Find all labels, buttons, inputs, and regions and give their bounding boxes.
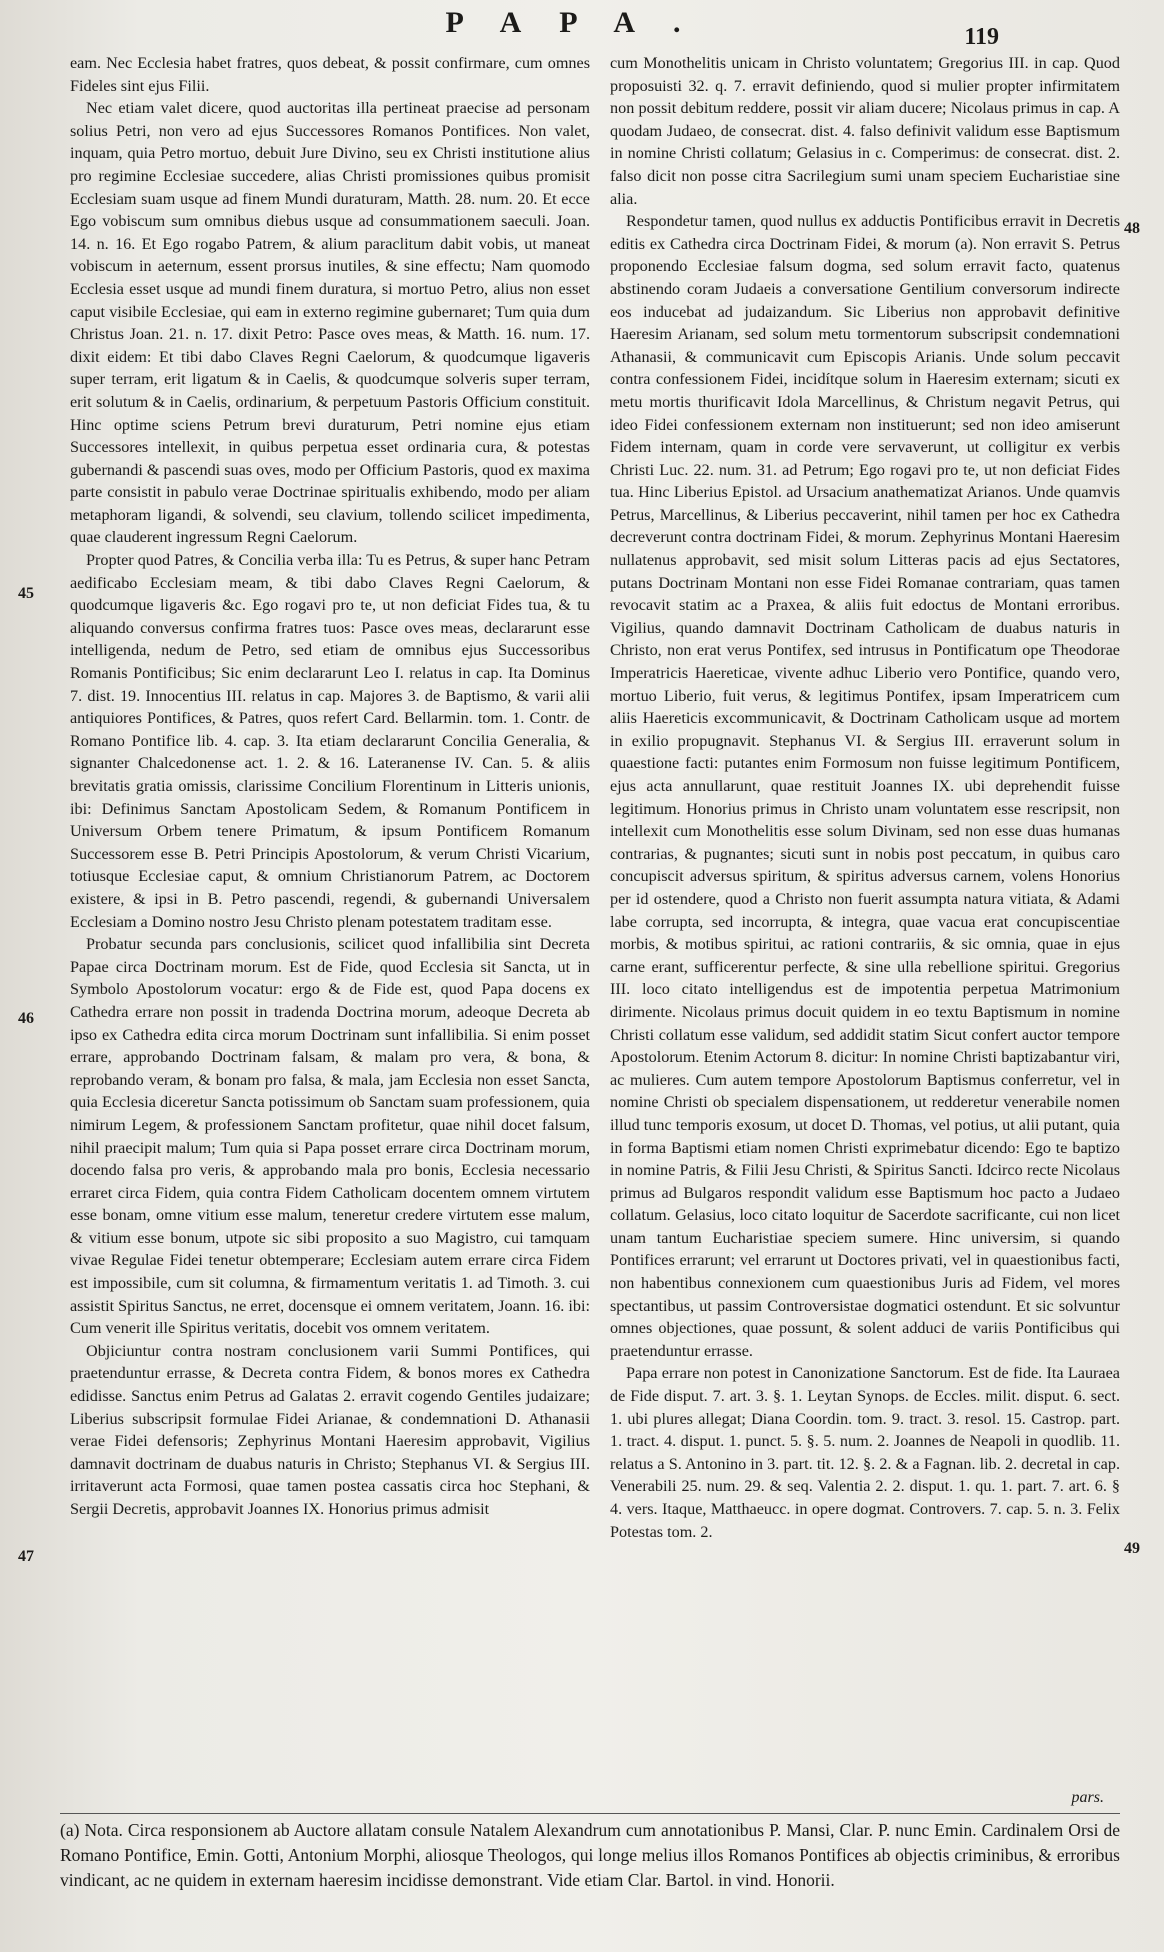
left-text-column [70,52,590,1837]
running-header-title: PAPA. [445,6,719,39]
margin-number-47: 47 [18,1548,34,1565]
footnote: (a) Nota. Circa responsionem ab Auctore allatam consule Natalem Alexandrum cum annotationibus P. Mansi, Clar. P. nunc Emin. Cardinalem Orsi de Romano Pontifice, Emin. Gotti, Antonium Morphi, aliosque Theologos, qui longe melius illos Romanos Pontifices ab objectis criminibus, & erroribus vindicant, ac ne quidem in externam haeresim incidisse demonstrant. Vide etiam Clar. Bartol. in vind. Honorii. [60,1820,1120,1890]
paragraph-49: Papa errare non potest in Canonizatione Sanctorum. Est de fide. Ita Lauraea de Fide disput. 7. art. 3. §. 1. Leytan Synops. de Eccles. milit. disput. 6. sect. 1. ubi plures allegat; Diana Coordin. tom. 9. tract. 3. resol. 15. Castrop. part. 1. tract. 4. disput. 1. punct. 5. §. 5. num. 2. Joannes de Neapoli in quodlib. 11. relatus a S. Antonino in 3. part. tit. 12. §. 2. & a Fagnan. lib. 2. decretal in cap. Venerabili 25. num. 29. & seq. Valentia 2. 2. disput. 1. qu. 1. part. 7. art. 6. § 4. vers. Itaque, Matthaeucc. in opere dogmat. Controvers. 7. cap. 5. n. 3. Felix Potestas tom. 2. [610,1364,1120,1541]
paragraph: eam. Nec Ecclesia habet fratres, quos debeat, & possit confirmare, cum omnes Fideles sint ejus Filii. [70,54,590,95]
margin-number-48: 48 [1124,220,1140,237]
paragraph-45: Propter quod Patres, & Concilia verba illa: Tu es Petrus, & super hanc Petram aedificabo Ecclesiam meam, & tibi dabo Claves Regni Caelorum, & quodcumque ligaveris &c. Ego rogavi pro te, ut non deficiat Fides tua, & tu aliquando conversus confirma fratres tuos: Pasce oves meas, declararunt esse intelligenda, nedum de Petro, sed etiam de omnibus ejus Successoribus Romanis Pontificibus; Sic enim declararunt Leo I. relatus in cap. Ita Dominus 7. dist. 19. Innocentius III. relatus in cap. Majores 3. de Baptismo, & varii alii antiquiores Pontifices, & Patres, quos refert Card. Bellarmin. tom. 1. Contr. de Romano Pontifice lib. 4. cap. 3. Ita etiam declararunt Concilia Generalia, & signanter Chalcedonense act. 1. 2. & 16. Lateranense IV. Can. 5. & aliis brevitatis gratia omissis, clarissime Concilium Florentinum in Litteris unionis, ibi: Definimus Sanctam Apostolicam Sedem, & Romanum Pontificem in Universum Orbem tenere Primatum, & ipsum Pontificem Romanum Successorem esse B. Petri Principis Apostolorum, & verum Christi Vicarium, totiusque Ecclesiae caput, & omnium Christianorum Patrem, ac Doctorem existere, & ipsi in B. Petro pascendi, regendi, & gubernandi Universalem Ecclesiam a Domino nostro Jesu Christo plenam potestatem traditam esse. [70,551,590,931]
margin-number-46: 46 [18,1010,34,1027]
paragraph-46: Probatur secunda pars conclusionis, scilicet quod infallibilia sint Decreta Papae circa Doctrinam morum. Est de Fide, quod Ecclesia sit Sancta, ut in Symbolo Apostolorum vocatur: ergo & de Fide est, quod Papa docens ex Cathedra errare non possit in tradenda Doctrina morum, adeoque Decreta ab ipso ex Cathedra edita circa morum Doctrinam sunt infallibilia. Si enim posset errare, approbando Doctrinam falsam, & malam pro vera, & bona, & reprobando veram, & bonam pro falsa, & mala, jam Ecclesia non esset Sancta, quia Ecclesia diceretur Sancta potissimum ob Sanctam suam professionem, quia nimirum Legem, & professionem Sanctam profitetur, quae nihil docet falsum, nihil praecipit malum; Tum quia si Papa posset errare circa Doctrinam morum, docendo falsa pro veris, & approbando mala pro bonis, Ecclesia necessario erraret circa Fidem, quia contra Fidem Catholicam docentem omnem virtutem esse bonam, omne vitium esse malum, teneretur credere virtutem esse malum, & vitium esse bonum, utpote sic sibi proposito a suo Magistro, cui tamquam vivae Regulae Fidei tenetur obtemperare; Ecclesiam autem errare circa Fidem est impossibile, cum sit columna, & firmamentum veritatis 1. ad Timoth. 3. cui assistit Spiritus Sanctus, ne erret, docensque ei omnem veritatem, Joann. 16. ibi: Cum venerit ille Spiritus veritatis, docebit vos omnem veritatem. [70,935,590,1338]
margin-number-45: 45 [18,585,34,602]
margin-number-49: 49 [1124,1540,1140,1557]
paragraph-47: Objiciuntur contra nostram conclusionem varii Summi Pontifices, qui praetenduntur errasse, & Decreta contra Fidem, & bonos mores ex Cathedra edidisse. Sanctus enim Petrus ad Galatas 2. erravit cogendo Gentiles judaizare; Liberius subscripsit formulae Fidei Arianae, & condemnationi D. Athanasii verae Fidei defensoris; Zephyrinus Montani Haeresim approbavit, Vigilius damnavit doctrinam de duabus naturis in Christo; Stephanus VI. & Sergius III. irritaverunt acta Formosi, quae tamen postea cassatis circa hoc Stephani, & Sergii Decretis, approbavit Joannes IX. Honorius primus admisit [70,1341,590,1518]
right-text-column [610,52,1120,1837]
continuation-catchword: pars. [1071,1789,1104,1806]
paragraph-48: Respondetur tamen, quod nullus ex adductis Pontificibus erravit in Decretis editis ex Cathedra circa Doctrinam Fidei, & morum (a). Non erravit S. Petrus proponendo Ecclesiae falsum dogma, sed solum erravit facto, quatenus abstinendo coram Judaeis a conversatione Gentilium conversorum indirecte eos inducebat ad judaizandum. Sic Liberius non approbavit definitive Haeresim Arianam, sed solum metu tormentorum subscripsit condemnationi Athanasii, & communicavit cum Episcopis Arianis. Unde solum peccavit contra confessionem Fidei, incidítque solum in Haeresim externam; sicuti ex metu mortis thurificavit Idola Marcellinus, & Christum negavit Petrus, qui ideo Fidei confessionem externam non instituerunt; sed non ideo amiserunt Fidem internam, quam in corde vere servaverunt, ut colligitur ex verbis Christi Luc. 22. num. 31. ad Petrum; Ego rogavi pro te, ut non deficiat Fides tua. Hinc Liberius Epistol. ad Ursacium anathematizat Arianos. Unde quamvis Petrus, Marcellinus, & Liberius peccaverint, nihil tamen per hoc ex Cathedra decreverunt contra doctrinam Fidei, & morum. Zephyrinus Montani Haeresim nullatenus approbavit, sed misit solum Litteras pacis ad ejus Sectatores, putans Doctrinam Montani non esse Fidei Romanae contrariam, quas tamen revocavit statim ac a Praxea, & aliis fuit edoctus de Montani erroribus. Vigilius, quando damnavit Doctrinam Catholicam de duabus naturis in Christo, non erat verus Pontifex, sed intrusus in Pontificatum ope Theodorae Imperatricis Haereticae, vivente adhuc Liberio vero Pontifice, quando vero, mortuo Liberio, fuit verus, & legitimus Pontifex, ipsam Imperatricem cum aliis Haereticis excommunicavit, & Doctrinam Catholicam usque ad mortem in exilio propugnavit. Stephanus VI. & Sergius III. erraverunt solum in quaestione facti: putantes enim Formosum non fuisse legitimum Pontificem, ejus acta annullarunt, quae restituit Joannes IX. ubi deprehendit fuisse legitimum. Honorius primus in Christo unam voluntatem esse rescripsit, non intellexit cum Monothelitis esse solum Divinam, sed non esse duas humanas contrarias, & pugnantes; sicuti sunt in nobis post peccatum, in quibus caro concupiscit adversus spiritum, & spiritus adversus carnem, volens Honorius per id ostendere, quod a Christo non fuerit assumpta natura vitiata, & Adami labe corrupta, sed incorrupta, & integra, quae vacua erat concupiscentiae morbis, & motibus spiritui, ac rationi contrariis, & sic omnia, quae in ejus carne erant, sufficerentur perfecte, & sine ulla rebellione spiritui. Gregorius III. loco citato intelligendus est de impotentia perpetua Matrimonium dirimente. Nicolaus primus docuit quidem in eo textu Baptismum in nomine Christi collatum esse validum, sed addidit statim Sicut confert auctor tempore Apostolorum. Etenim Actorum 8. dicitur: In nomine Christi baptizabantur viri, ac mulieres. Cum autem tempore Apostolorum Baptismus conferretur, vel in nomine Christi ob specialem dispensationem, ut redderetur venerabile nomen illud tunc temporis exosum, ut docet D. Thomas, vel potius, ut alii putant, quia in forma Baptismi etiam nomen Christi exprimebatur dicendo: Ego te baptizo in nomine Patris, & Filii Jesu Christi, & Spiritus Sancti. Idcirco recte Nicolaus primus ad Bulgaros respondit validum esse Baptismum hoc pacto a Judaeo collatum. Gelasius, loco citato loquitur de Sacerdote sacrificante, cui non licet unam tantum Eucharistiae speciem sumere. Hinc universim, si quando Pontifices errarunt; vel errarunt ut Doctores privati, vel in quaestionibus facti, non habentibus connexionem cum quaestionibus Juris ad Fidem, vel mores spectantibus, ut passim Controversistae dogmatici ostendunt. Et sic solvuntur omnes objectiones, quae possunt, & solent adduci de variis Pontificibus qui praetenduntur errasse. [610,212,1120,1360]
paragraph: Nec etiam valet dicere, quod auctoritas illa pertineat praecise ad personam solius Petri, non vero ad ejus Successores Romanos Pontifices. Non valet, inquam, quia Petro mortuo, debuit Jure Divino, seu ex Christi institutione alius pro regimine Ecclesiae succedere, alias Christi promissiones quibus promisit Ecclesiam suam usque ad finem Mundi duraturam, Matth. 28. num. 20. Et ecce Ego vobiscum sum omnibus diebus usque ad consummationem saeculi. Joan. 14. n. 16. Et Ego rogabo Patrem, & alium paraclitum dabit vobis, ut maneat vobiscum in aeternum, essent prorsus inutiles, & sine effectu; Nam quomodo Ecclesia esset usque ad mundi finem duratura, si mortuo Petro, alius non esset caput visibile Ecclesiae, qui eam in externo regimine gubernaret; Tum quia dum Christus Joan. 21. n. 17. dixit Petro: Pasce oves meas, & Matth. 16. num. 17. dixit eidem: Et tibi dabo Claves Regni Caelorum, & quodcumque ligaveris super terram, erit ligatum & in Caelis, & quodcumque solveris super terram, erit solutum & in Caelis, ordinarium, & perpetuum Pastoris Officium constituit. Hinc optime sciens Petrum brevi duraturum, Petri nomine ejus etiam Successores intellexit, in quibus perpetua esset ordinaria cura, & potestas gubernandi & pascendi suas oves, modo per Officium Pastoris, quod ex maxima parte consistit in pabulo verae Doctrinae spiritualis exhibendo, modo per aliam metaphoram ligandi, & solvendi, seu clavium, tollendo scilicet impedimenta, quae clauderent ingressum Regni Caelorum. [70,99,590,547]
paragraph: cum Monothelitis unicam in Christo voluntatem; Gregorius III. in cap. Quod proposuisti 32. q. 7. erravit definiendo, quod si mulier propter infirmitatem non possit debitum reddere, possit vir aliam ducere; Nicolaus primus in cap. A quodam Judaeo, de consecrat. dist. 4. falso definivit validum esse Baptismum in nomine Christi collatum; Gelasius in c. Comperimus: de consecrat. dist. 2. falso dicit non posse citra Sacrilegium sumi unam speciem Eucharistiae sine alia. [610,54,1120,208]
footnote-divider [60,1813,1120,1814]
page-number: 119 [964,24,999,50]
